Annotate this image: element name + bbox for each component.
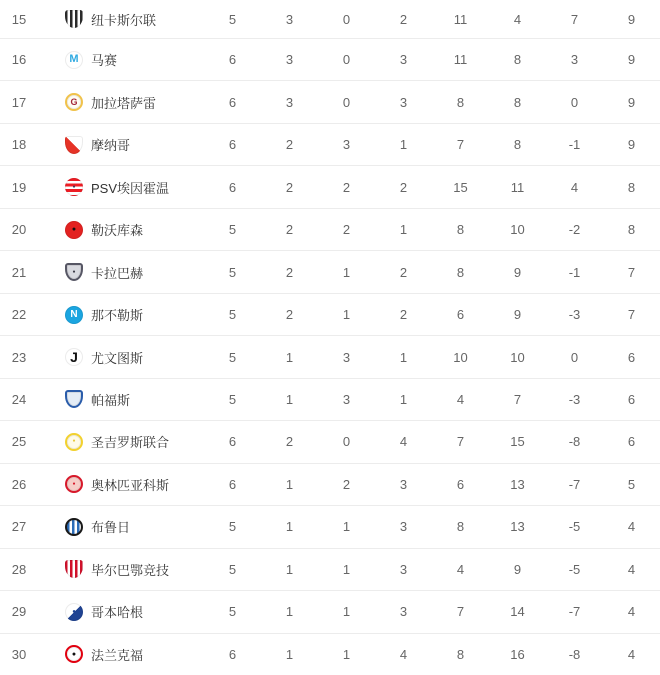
stat-cell-points: 8 [627, 179, 636, 195]
stat-cell-goals_against: 11 [510, 179, 525, 195]
monaco-crest-icon [65, 136, 83, 154]
table-row [0, 633, 660, 675]
stat-cell-lost: 4 [399, 646, 408, 662]
stat-cell-won: 3 [285, 52, 294, 68]
team-cell [38, 50, 204, 69]
stat-cell-goal_diff: -5 [568, 519, 581, 535]
crest-glyph: ● [72, 480, 76, 487]
team-cell [38, 432, 204, 451]
rank-cell: 24 [11, 391, 27, 407]
stat-cell-played: 5 [228, 519, 237, 535]
stat-cell-points: 9 [627, 94, 636, 110]
stat-cell-played: 6 [228, 476, 237, 492]
table-row [0, 38, 660, 80]
crest-glyph: ● [72, 438, 76, 445]
rank-cell: 27 [11, 519, 27, 535]
stat-cell-goals_for: 7 [456, 137, 465, 153]
team-cell [38, 10, 204, 29]
stat-cell-drawn: 3 [342, 137, 351, 153]
stat-cell-points: 7 [627, 307, 636, 323]
crest-glyph: ● [72, 268, 76, 275]
team-name: 帕福斯 [91, 392, 131, 408]
stat-cell-goals_against: 7 [513, 391, 522, 407]
rank-cell: 20 [11, 222, 27, 238]
stat-cell-goal_diff: 7 [570, 11, 579, 27]
stat-cell-goals_for: 11 [453, 52, 468, 68]
stat-cell-won: 1 [285, 349, 294, 365]
crest-glyph: M [69, 53, 79, 66]
newcastle-united-crest-icon [65, 10, 83, 28]
stat-cell-played: 5 [228, 561, 237, 577]
stat-cell-won: 2 [285, 434, 294, 450]
stat-cell-points: 9 [627, 137, 636, 153]
stat-cell-points: 5 [627, 476, 636, 492]
table-row [0, 505, 660, 547]
stat-cell-goals_for: 4 [456, 391, 465, 407]
team-cell [38, 305, 204, 324]
stat-cell-goals_for: 8 [456, 94, 465, 110]
stat-cell-won: 1 [285, 391, 294, 407]
stat-cell-lost: 2 [399, 11, 408, 27]
stat-cell-goal_diff: -8 [568, 434, 581, 450]
table-row [0, 0, 660, 38]
team-cell [38, 178, 204, 197]
stat-cell-lost: 3 [399, 519, 408, 535]
union-saint-gilloise-crest-icon [65, 433, 83, 451]
psv-eindhoven-crest-icon [65, 178, 83, 196]
stat-cell-lost: 3 [399, 561, 408, 577]
stat-cell-drawn: 1 [342, 646, 351, 662]
rank-cell: 30 [11, 646, 27, 662]
stat-cell-goals_for: 6 [456, 307, 465, 323]
stat-cell-drawn: 1 [342, 604, 351, 620]
team-cell [38, 560, 204, 579]
stat-cell-lost: 1 [399, 391, 408, 407]
stat-cell-won: 2 [285, 307, 294, 323]
athletic-bilbao-crest-icon [65, 560, 83, 578]
stat-cell-goals_against: 13 [510, 476, 525, 492]
stat-cell-goals_for: 6 [456, 476, 465, 492]
stat-cell-goal_diff: -7 [568, 476, 581, 492]
stat-cell-played: 5 [228, 264, 237, 280]
copenhagen-crest-icon [65, 603, 83, 621]
team-name: 毕尔巴鄂竞技 [91, 562, 170, 578]
stat-cell-drawn: 0 [342, 94, 351, 110]
rank-cell: 26 [11, 476, 27, 492]
stat-cell-goal_diff: 4 [570, 179, 579, 195]
stat-cell-lost: 1 [399, 222, 408, 238]
stat-cell-drawn: 1 [342, 264, 351, 280]
stat-cell-goals_against: 9 [513, 561, 522, 577]
stat-cell-goal_diff: 3 [570, 52, 579, 68]
stat-cell-won: 1 [285, 561, 294, 577]
stat-cell-goals_for: 4 [456, 561, 465, 577]
stat-cell-lost: 3 [399, 52, 408, 68]
team-cell [38, 517, 204, 536]
stat-cell-goal_diff: -7 [568, 604, 581, 620]
team-cell [38, 263, 204, 282]
stat-cell-goal_diff: -3 [568, 307, 581, 323]
stat-cell-goals_against: 9 [513, 264, 522, 280]
stat-cell-goal_diff: -8 [568, 646, 581, 662]
team-name: 加拉塔萨雷 [91, 95, 157, 111]
stat-cell-points: 4 [627, 604, 636, 620]
stat-cell-won: 1 [285, 646, 294, 662]
stat-cell-lost: 2 [399, 307, 408, 323]
team-name: PSV埃因霍温 [91, 180, 170, 196]
team-name: 布鲁日 [91, 520, 131, 536]
team-name: 纽卡斯尔联 [91, 12, 157, 28]
table-row [0, 378, 660, 420]
stat-cell-drawn: 2 [342, 179, 351, 195]
stat-cell-lost: 2 [399, 264, 408, 280]
rank-cell: 29 [11, 604, 27, 620]
table-row [0, 293, 660, 335]
team-cell [38, 475, 204, 494]
rank-cell: 19 [11, 179, 27, 195]
rank-cell: 28 [11, 561, 27, 577]
stat-cell-played: 5 [228, 11, 237, 27]
stat-cell-goals_against: 9 [513, 307, 522, 323]
stat-cell-goals_against: 16 [510, 646, 525, 662]
team-cell [38, 135, 204, 154]
stat-cell-drawn: 1 [342, 519, 351, 535]
stat-cell-goals_against: 8 [513, 137, 522, 153]
team-name: 勒沃库森 [91, 223, 144, 239]
stat-cell-won: 2 [285, 179, 294, 195]
stat-cell-goals_for: 8 [456, 264, 465, 280]
team-name: 尤文图斯 [91, 350, 144, 366]
stat-cell-won: 1 [285, 519, 294, 535]
stat-cell-played: 6 [228, 434, 237, 450]
qarabag-crest-icon [65, 263, 83, 281]
team-cell [38, 390, 204, 409]
stat-cell-lost: 1 [399, 137, 408, 153]
crest-glyph: J [70, 349, 78, 366]
team-name: 卡拉巴赫 [91, 265, 144, 281]
stat-cell-played: 5 [228, 307, 237, 323]
stat-cell-won: 2 [285, 137, 294, 153]
olympiacos-crest-icon [65, 475, 83, 493]
stat-cell-goal_diff: -2 [568, 222, 581, 238]
rank-cell: 23 [11, 349, 27, 365]
stat-cell-goal_diff: -5 [568, 561, 581, 577]
table-row [0, 420, 660, 462]
table-row [0, 250, 660, 292]
stat-cell-drawn: 3 [342, 349, 351, 365]
rank-cell: 22 [11, 307, 27, 323]
stat-cell-lost: 2 [399, 179, 408, 195]
stat-cell-goals_against: 10 [510, 349, 525, 365]
team-cell [38, 93, 204, 112]
stat-cell-lost: 3 [399, 604, 408, 620]
stat-cell-goals_against: 14 [510, 604, 525, 620]
team-cell [38, 348, 204, 367]
table-row [0, 335, 660, 377]
stat-cell-goals_against: 10 [510, 222, 525, 238]
leverkusen-crest-icon [65, 221, 83, 239]
rank-cell: 21 [11, 264, 27, 280]
stat-cell-won: 2 [285, 264, 294, 280]
stat-cell-goals_against: 8 [513, 94, 522, 110]
stat-cell-drawn: 0 [342, 434, 351, 450]
table-row [0, 80, 660, 122]
stat-cell-points: 8 [627, 222, 636, 238]
rank-cell: 16 [11, 52, 27, 68]
juventus-crest-icon [65, 348, 83, 366]
table-row [0, 590, 660, 632]
stat-cell-lost: 1 [399, 349, 408, 365]
stat-cell-drawn: 1 [342, 307, 351, 323]
stat-cell-won: 1 [285, 476, 294, 492]
stat-cell-won: 3 [285, 94, 294, 110]
stat-cell-goals_for: 7 [456, 604, 465, 620]
stat-cell-played: 5 [228, 391, 237, 407]
stat-cell-drawn: 0 [342, 52, 351, 68]
stat-cell-played: 5 [228, 604, 237, 620]
table-row [0, 208, 660, 250]
stat-cell-won: 2 [285, 222, 294, 238]
team-name: 哥本哈根 [91, 605, 144, 621]
stat-cell-played: 6 [228, 52, 237, 68]
stat-cell-points: 9 [627, 11, 636, 27]
crest-glyph: ● [72, 183, 76, 190]
stat-cell-goals_for: 15 [453, 179, 468, 195]
stat-cell-played: 5 [228, 349, 237, 365]
stat-cell-points: 9 [627, 52, 636, 68]
stat-cell-won: 3 [285, 11, 294, 27]
stat-cell-lost: 3 [399, 94, 408, 110]
stat-cell-goals_against: 15 [510, 434, 525, 450]
team-name: 摩纳哥 [91, 138, 131, 154]
rank-cell: 18 [11, 137, 27, 153]
stat-cell-lost: 4 [399, 434, 408, 450]
stat-cell-played: 6 [228, 179, 237, 195]
table-row [0, 463, 660, 505]
team-name: 法兰克福 [91, 647, 144, 663]
stat-cell-drawn: 2 [342, 222, 351, 238]
team-name: 那不勒斯 [91, 308, 144, 324]
stat-cell-goals_against: 4 [513, 11, 522, 27]
team-name: 马赛 [91, 53, 118, 69]
stat-cell-played: 5 [228, 222, 237, 238]
stat-cell-points: 6 [627, 434, 636, 450]
crest-glyph: ● [71, 226, 77, 234]
stat-cell-points: 7 [627, 264, 636, 280]
stat-cell-goals_for: 10 [453, 349, 468, 365]
stat-cell-played: 6 [228, 94, 237, 110]
napoli-crest-icon [65, 306, 83, 324]
stat-cell-points: 4 [627, 646, 636, 662]
stat-cell-played: 6 [228, 137, 237, 153]
stat-cell-goals_for: 8 [456, 519, 465, 535]
stat-cell-goals_against: 13 [510, 519, 525, 535]
table-row [0, 165, 660, 207]
team-cell [38, 645, 204, 664]
crest-glyph: ● [71, 650, 77, 658]
table-row [0, 123, 660, 165]
crest-glyph: G [70, 96, 78, 107]
team-cell [38, 220, 204, 239]
stat-cell-goal_diff: 0 [570, 94, 579, 110]
stat-cell-goal_diff: 0 [570, 349, 579, 365]
stat-cell-goal_diff: -3 [568, 391, 581, 407]
stat-cell-won: 1 [285, 604, 294, 620]
stat-cell-goals_against: 8 [513, 52, 522, 68]
club-brugge-crest-icon [65, 518, 83, 536]
table-row [0, 548, 660, 590]
stat-cell-points: 6 [627, 349, 636, 365]
stat-cell-goals_for: 8 [456, 646, 465, 662]
stat-cell-played: 6 [228, 646, 237, 662]
rank-cell: 15 [11, 11, 27, 27]
pafos-crest-icon [65, 390, 83, 408]
crest-glyph: ● [72, 608, 76, 615]
stat-cell-goals_for: 8 [456, 222, 465, 238]
crest-glyph: N [70, 308, 78, 320]
stat-cell-drawn: 3 [342, 391, 351, 407]
team-name: 奥林匹亚科斯 [91, 477, 170, 493]
stat-cell-lost: 3 [399, 476, 408, 492]
eintracht-frankfurt-crest-icon [65, 645, 83, 663]
stat-cell-goals_for: 7 [456, 434, 465, 450]
rank-cell: 17 [11, 94, 27, 110]
stat-cell-drawn: 0 [342, 11, 351, 27]
team-name: 圣吉罗斯联合 [91, 435, 170, 451]
stat-cell-goal_diff: -1 [568, 264, 581, 280]
stat-cell-drawn: 2 [342, 476, 351, 492]
rank-cell: 25 [11, 434, 27, 450]
stat-cell-drawn: 1 [342, 561, 351, 577]
stat-cell-points: 4 [627, 519, 636, 535]
stat-cell-goals_for: 11 [453, 11, 468, 27]
galatasaray-crest-icon [65, 93, 83, 111]
stat-cell-points: 4 [627, 561, 636, 577]
team-cell [38, 602, 204, 621]
stat-cell-points: 6 [627, 391, 636, 407]
stat-cell-goal_diff: -1 [568, 137, 581, 153]
marseille-crest-icon [65, 51, 83, 69]
